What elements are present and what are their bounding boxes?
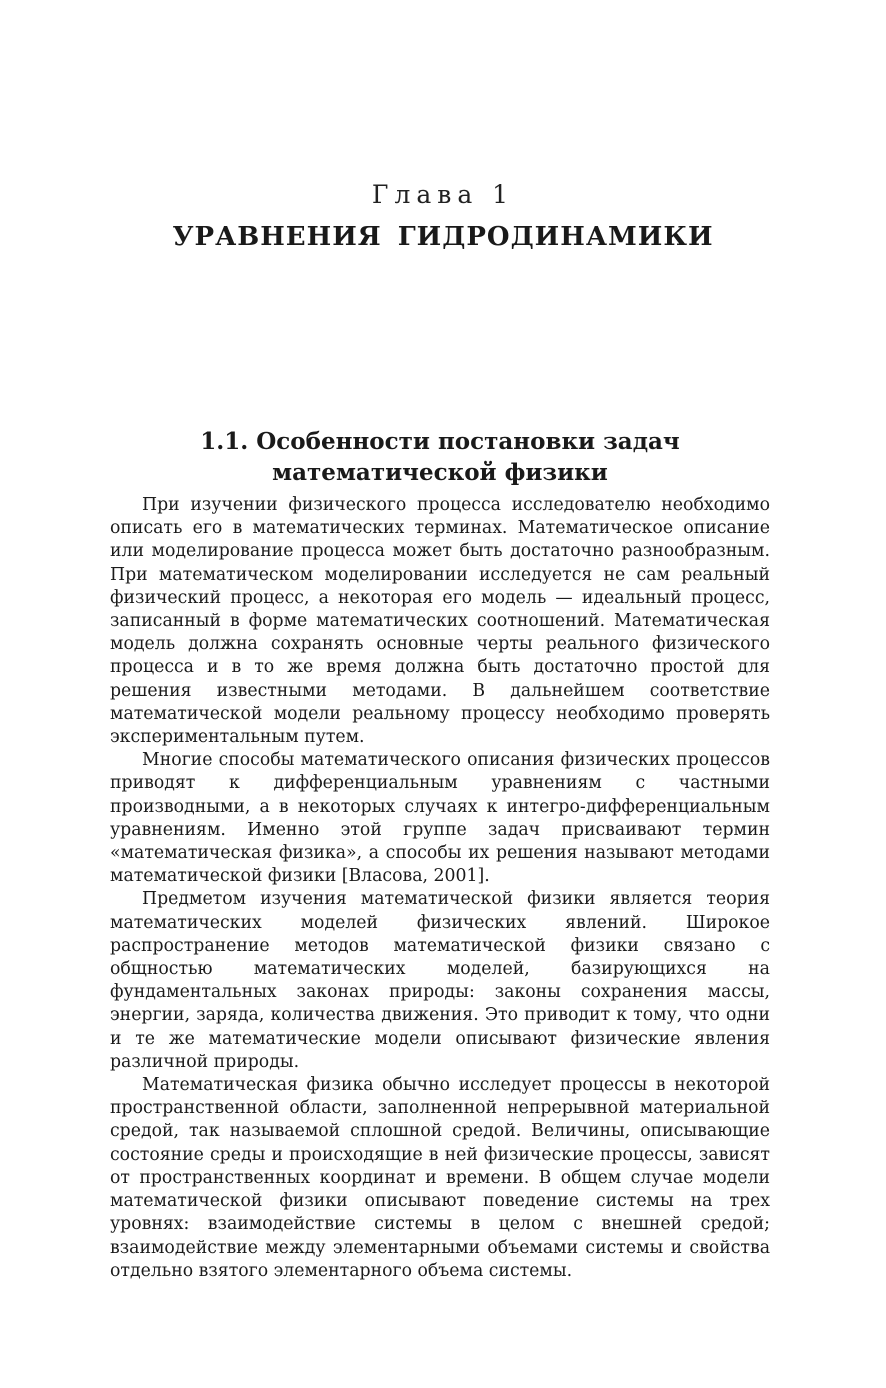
paragraph-4: Математическая физика обычно исследует процессы в некоторой пространственной области, заполненной непрерывной материальной средой, так называемой сплошной средой. Величины, описывающие состояние среды и происходящие в ней физические процессы, зависят от пространственных координат и времени. В общем случае модели математической физики описывают поведение системы на трех уровнях: взаимодействие системы в целом с внешней средой; взаимодействие между элементарными объемами системы и свойства отдельно взятого элементарного объема системы. <box>110 1075 770 1281</box>
section-heading: 1.1. Особенности постановки задач математической физики <box>200 428 680 486</box>
chapter-title: УРАВНЕНИЯ ГИДРОДИНАМИКИ <box>172 222 714 252</box>
chapter-label: Глава 1 <box>371 180 515 209</box>
paragraph-2: Многие способы математического описания физических процессов приводят к дифференциальным уравнениям с частными производными, а в некоторых случаях к интегро-дифференциальным уравнениям. Именно этой группе задач присваивают термин «математическая физика», а способы их решения называют методами математической физики [Власова, 2001]. <box>110 750 770 887</box>
paragraph-3: Предметом изучения математической физики является теория математических моделей физических явлений. Широкое распространение методов математической физики связано с общностью математических моделей, базирующихся на фундаментальных законах природы: законы сохранения массы, энергии, заряда, количества движения. Это приводит к тому, что одни и те же математические модели описывают физические явления различной природы. <box>110 889 770 1072</box>
body-text <box>110 494 770 1283</box>
paragraph-1: При изучении физического процесса исследователю необходимо описать его в математических терминах. Математическое описание или моделирование процесса может быть достаточно разнообразным. При математическом моделировании исследуется не сам реальный физический процесс, а некоторая его модель — идеальный процесс, записанный в форме математических соотношений. Математическая модель должна сохранять основные черты реального физического процесса и в то же время должна быть достаточно простой для решения известными методами. В дальнейшем соответствие математической модели реальному процессу необходимо проверять экспериментальным путем. <box>110 495 770 748</box>
